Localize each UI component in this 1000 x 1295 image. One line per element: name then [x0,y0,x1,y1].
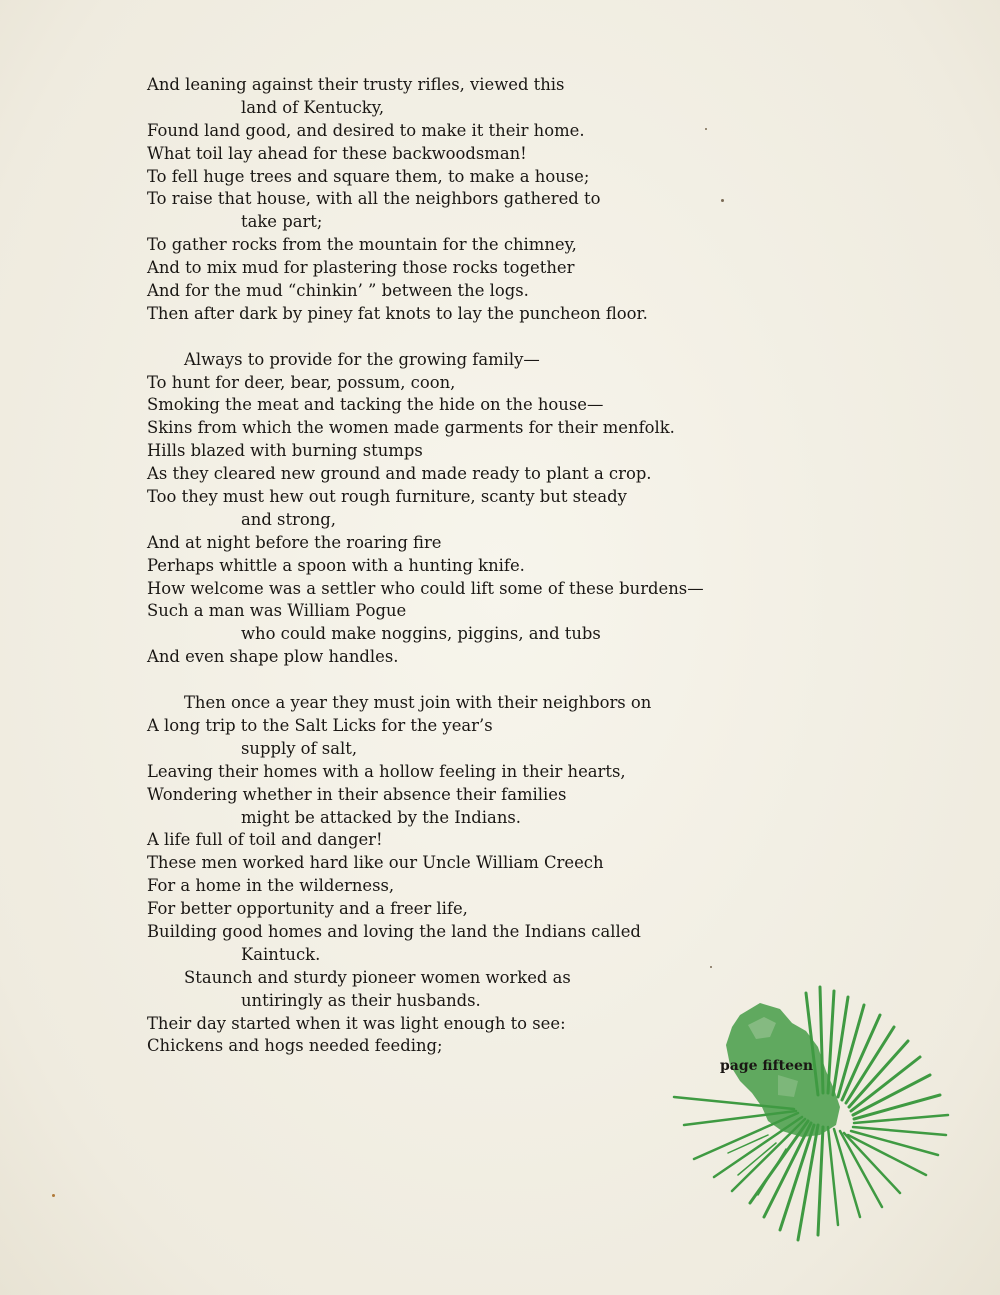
poem-line: take part; [241,212,323,232]
poem-line: To raise that house, with all the neighbors gathered to [147,189,601,209]
paper-speck [721,199,724,202]
poem-line: And at night before the roaring fire [147,532,442,552]
poem-line: who could make noggins, piggins, and tubs [241,624,601,644]
poem-line: Perhaps whittle a spoon with a hunting knife. [147,555,525,575]
poem-line: Found land good, and desired to make it their home. [147,120,585,140]
poem-line: And even shape plow handles. [147,647,399,667]
poem-line: Leaving their homes with a hollow feeling in their hearts, [147,761,626,781]
poem-line: Such a man was William Pogue [147,601,407,621]
poem-line: And to mix mud for plastering those rocks together [147,258,575,278]
poem-line: untiringly as their husbands. [241,990,481,1010]
poem-line: Always to provide for the growing family— [184,349,540,369]
poem-text [147,74,704,1058]
poem-line: land of Kentucky, [241,97,385,117]
poem-line: As they cleared new ground and made ready to plant a crop. [147,464,652,484]
poem-line: Hills blazed with burning stumps [147,441,423,461]
poem-line: To gather rocks from the mountain for the chimney, [147,235,577,255]
poem-line: Too they must hew out rough furniture, scanty but steady [147,487,627,507]
poem-line: And leaning against their trusty rifles, viewed this [147,75,565,94]
poem-line: To fell huge trees and square them, to make a house; [147,166,590,186]
stanza-2 [147,349,704,669]
poem-line: A life full of toil and danger! [147,830,383,850]
poem-line: What toil lay ahead for these backwoodsman! [147,143,527,163]
poem-line: Their day started when it was light enough to see: [147,1013,566,1033]
stanza-1 [147,74,704,326]
poem-line: Smoking the meat and tacking the hide on the house— [147,395,604,415]
poem-line: How welcome was a settler who could lift some of these burdens— [147,578,704,598]
poem-line: Kaintuck. [241,944,321,964]
poem-line: A long trip to the Salt Licks for the year’s [147,715,493,735]
paper-speck [710,966,712,968]
poem-line: Skins from which the women made garments for their menfolk. [147,418,675,438]
poem-line: Building good homes and loving the land the Indians called [147,921,641,941]
poem-line: For a home in the wilderness, [147,876,395,896]
stanza-gap [147,669,704,692]
poem-line: might be attacked by the Indians. [241,807,521,827]
poem-line: Then after dark by piney fat knots to lay the puncheon floor. [147,303,648,323]
poem-line: and strong, [241,509,336,529]
poem-line: For better opportunity and a freer life, [147,899,468,919]
pine-branch-map-ornament [668,985,958,1245]
poem-line: Then once a year they must join with their neighbors on [184,693,652,713]
page-number-label: page fifteen [720,1058,814,1074]
poem-line: Chickens and hogs needed feeding; [147,1036,443,1056]
paper-speck [705,128,707,130]
poem-line: Wondering whether in their absence their families [147,784,567,804]
paper-speck [52,1194,55,1197]
poem-line: And for the mud “chinkin’ ” between the logs. [147,281,529,301]
poem-line: supply of salt, [241,738,358,758]
stanza-3 [147,692,704,1058]
poem-line: To hunt for deer, bear, possum, coon, [147,372,456,392]
poem-line: Staunch and sturdy pioneer women worked as [184,967,571,987]
poem-line: These men worked hard like our Uncle William Creech [147,853,604,873]
stanza-gap [147,326,704,349]
